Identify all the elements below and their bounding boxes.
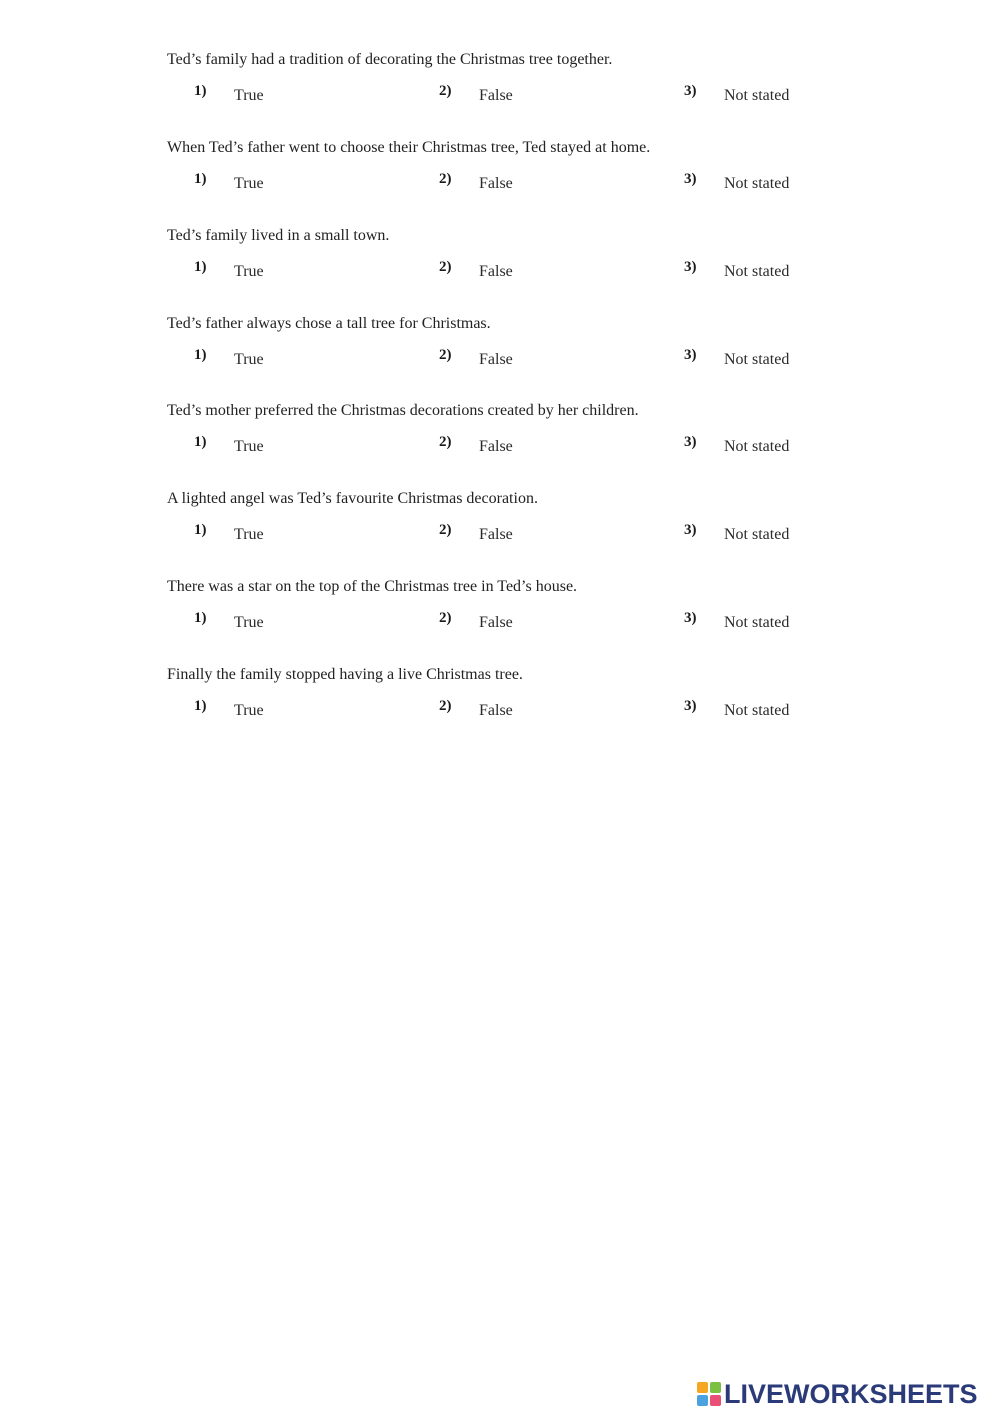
option-number: 2)	[439, 698, 452, 714]
option-false[interactable]: False	[479, 526, 513, 543]
question-2	[0, 138, 1000, 218]
option-number: 2)	[439, 83, 452, 99]
option-number: 3)	[684, 83, 697, 99]
option-number: 1)	[194, 434, 207, 450]
option-not-stated[interactable]: Not stated	[724, 526, 790, 543]
option-number: 1)	[194, 83, 207, 99]
option-not-stated[interactable]: Not stated	[724, 702, 790, 719]
option-number: 3)	[684, 522, 697, 538]
option-not-stated[interactable]: Not stated	[724, 87, 790, 104]
option-number: 2)	[439, 259, 452, 275]
option-false[interactable]: False	[479, 614, 513, 631]
option-number: 2)	[439, 522, 452, 538]
option-number: 3)	[684, 347, 697, 363]
option-number: 2)	[439, 347, 452, 363]
option-number: 1)	[194, 522, 207, 538]
question-8	[0, 665, 1000, 745]
question-3	[0, 226, 1000, 306]
option-false[interactable]: False	[479, 351, 513, 368]
option-not-stated[interactable]: Not stated	[724, 614, 790, 631]
logo-text: LIVEWORKSHEETS	[724, 1379, 978, 1409]
question-text: Ted’s mother preferred the Christmas decorations created by her children.	[167, 402, 639, 419]
option-number: 2)	[439, 434, 452, 450]
question-6	[0, 489, 1000, 569]
option-false[interactable]: False	[479, 438, 513, 455]
logo-square-icon	[710, 1382, 721, 1393]
logo-square-icon	[697, 1395, 708, 1406]
option-number: 1)	[194, 171, 207, 187]
question-5	[0, 401, 1000, 481]
option-not-stated[interactable]: Not stated	[724, 438, 790, 455]
option-true[interactable]: True	[234, 702, 264, 719]
option-not-stated[interactable]: Not stated	[724, 175, 790, 192]
option-number: 3)	[684, 259, 697, 275]
liveworksheets-logo[interactable]	[697, 1380, 978, 1408]
option-number: 3)	[684, 171, 697, 187]
liveworksheets-logo-icon	[697, 1382, 721, 1406]
question-1	[0, 50, 1000, 130]
option-true[interactable]: True	[234, 526, 264, 543]
question-text: Ted’s father always chose a tall tree for Christmas.	[167, 315, 491, 332]
option-true[interactable]: True	[234, 87, 264, 104]
option-false[interactable]: False	[479, 87, 513, 104]
question-7	[0, 577, 1000, 657]
option-number: 2)	[439, 171, 452, 187]
option-true[interactable]: True	[234, 263, 264, 280]
option-number: 1)	[194, 610, 207, 626]
logo-square-icon	[697, 1382, 708, 1393]
option-false[interactable]: False	[479, 175, 513, 192]
option-true[interactable]: True	[234, 614, 264, 631]
option-false[interactable]: False	[479, 263, 513, 280]
question-text: A lighted angel was Ted’s favourite Christmas decoration.	[167, 490, 538, 507]
option-not-stated[interactable]: Not stated	[724, 263, 790, 280]
option-number: 3)	[684, 610, 697, 626]
logo-square-icon	[710, 1395, 721, 1406]
option-number: 1)	[194, 698, 207, 714]
option-number: 1)	[194, 259, 207, 275]
option-true[interactable]: True	[234, 351, 264, 368]
question-4	[0, 314, 1000, 394]
option-number: 3)	[684, 434, 697, 450]
question-text: Ted’s family had a tradition of decorating the Christmas tree together.	[167, 51, 613, 68]
option-number: 3)	[684, 698, 697, 714]
option-false[interactable]: False	[479, 702, 513, 719]
option-number: 1)	[194, 347, 207, 363]
question-text: There was a star on the top of the Christmas tree in Ted’s house.	[167, 578, 578, 595]
question-text: Finally the family stopped having a live Christmas tree.	[167, 666, 523, 683]
question-text: Ted’s family lived in a small town.	[167, 227, 390, 244]
option-number: 2)	[439, 610, 452, 626]
option-not-stated[interactable]: Not stated	[724, 351, 790, 368]
option-true[interactable]: True	[234, 438, 264, 455]
option-true[interactable]: True	[234, 175, 264, 192]
question-text: When Ted’s father went to choose their Christmas tree, Ted stayed at home.	[167, 139, 651, 156]
